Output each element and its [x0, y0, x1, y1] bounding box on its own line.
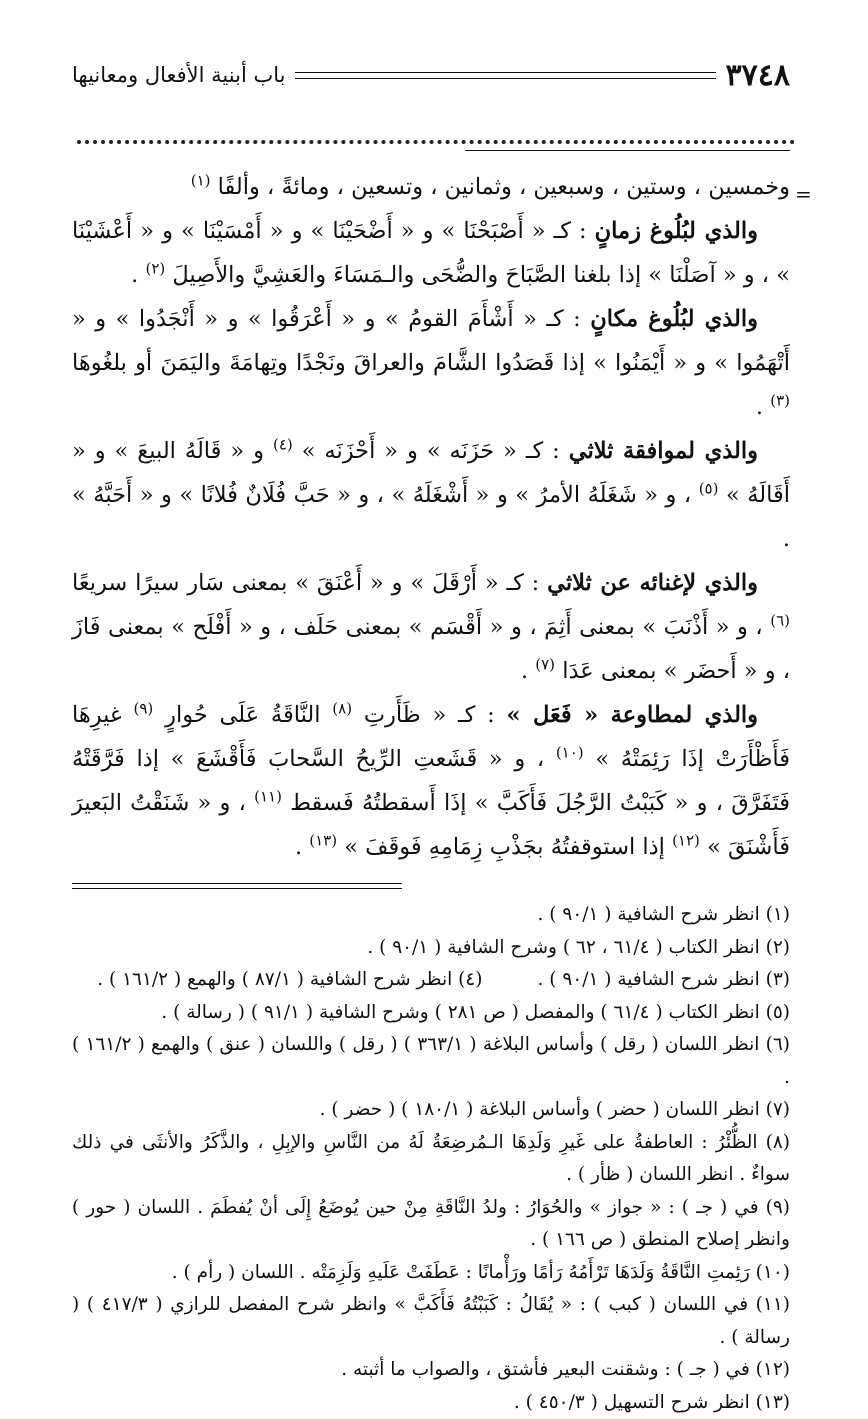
paragraph-agreement: والذي لموافقة ثلاثي : كـ « حَزَنَه » و « أَحْزَنَه » $^{(٤)}$ و « قَالَهُ البيعَ » و « أَقَالَهُ » $^{(٥)}$ ، و « شَغَلَهُ الأمرُ » و « أَشْغَلَهُ » ، و « حَبَّ فُلَانٌ فُلانًا » و « أَحَبَّهُ » .: [72, 429, 790, 561]
paragraph-lead: والذي لإغنائه عن ثلاثي: [547, 570, 758, 596]
footnote-4: (٤) انظر شرح الشافية ( ٨٧/١ ) والهمع ( ١٦١/٢ ) .: [97, 964, 482, 997]
main-text: [72, 165, 790, 869]
footnote-12: (١٢) في ( جـ ) : وشقنت البعير فأشتق ، والصواب ما أثبته .: [72, 1354, 790, 1387]
paragraph-lead: والذي لمطاوعة « فَعَل »: [506, 702, 758, 728]
footnote-11: (١١) في اللسان ( كبب ) : « يُقَالُ : كَبَبْتُهُ فَأَكَبَّ » وانظر شرح المفصل للرازي ( ٤١٧/٣ ) ( رسالة ) .: [72, 1289, 790, 1354]
footnote-row-3-4: [72, 964, 790, 997]
paragraph-lead: والذي لموافقة ثلاثي: [569, 438, 758, 464]
page-number: ٣٧٤٨: [726, 58, 790, 93]
running-header: [72, 52, 790, 98]
footnote-ref: (٢): [145, 260, 165, 278]
continuation-mark: =: [795, 182, 812, 206]
dotted-separator: [77, 140, 795, 144]
footnote-8: (٨) الظُّئْرُ : العاطفةُ على غَيرِ وَلَدِهَا الـمُرضِعَةُ لَهُ من النَّاسِ والإبِلِ ، والذَّكَرُ والأنثَى في ذلك سواءٌ . انظر اللسان ( ظأر ) .: [72, 1127, 790, 1192]
footnote-2: (٢) انظر الكتاب ( ٦١/٤ ، ٦٢ ) وشرح الشافية ( ٩٠/١ ) .: [72, 932, 790, 965]
footnote-5: (٥) انظر الكتاب ( ٦١/٤ ) والمفصل ( ص ٢٨١ ) وشرح الشافية ( ٩١/١ ) ( رسالة ) .: [72, 997, 790, 1030]
paragraph-compliance: والذي لمطاوعة « فَعَل » : كـ « ظَأَرتِ $^{(٨)}$ النَّاقَةُ عَلَى حُوارٍ $^{(٩)}$ غيرِهَا فَأَظْأَرَتْ إذَا رَئِمَتْهُ » $^{(١٠)}$ ، و « قَشَعتِ الرِّيحُ السَّحابَ فَأَقْشَعَ » إذا فَرَّقَتْهُ فَتَفَرَّقَ ، و « كَبَبْتُ الرَّجُلَ فَأَكَبَّ » إذَا أَسقطتُهُ فَسقط $^{(١١)}$ ، و « شَنَقْتُ البَعيرَ فَأَشْنَقَ » $^{(١٢)}$ إذا استوقفتُهُ بجَذْبِ زِمَامِهِ فَوقَفَ » $^{(١٣)}$ .: [72, 693, 790, 869]
paragraph-time: والذي لبُلُوغ زمانٍ : كـ « أَصْبَحْنَا » و « أَضْحَيْنَا » و « أَمْسَيْنَا » و « أَعْشَيْنَا » ، و « آصَلْنَا » إذا بلغنا الصَّبَاحَ والضُّحَى والـمَسَاءَ والعَشِيَّ والأَصِيلَ $^{(٢)}$ .: [72, 209, 790, 297]
paragraph-0: وخمسين ، وستين ، وسبعين ، وثمانين ، وتسعين ، ومائةً ، وألفًا $^{(١)}$: [72, 165, 790, 209]
footnote-ref: (١٢): [672, 832, 700, 850]
footnote-10: (١٠) رَئِمتِ النَّاقَةُ وَلَدَهَا تَرْأَمُهُ رَأمًا ورَأْمانًا : عَطَفَتْ عَلَيهِ وَلَزِمَتْه . اللسان ( رأم ) .: [72, 1257, 790, 1290]
footnote-9: (٩) في ( جـ ) : « جواز » والحُوَارُ : ولدُ النَّاقَةِ مِنْ حين يُوضَعُ إِلَى أنْ يُفطَمَ . اللسان ( حور ) وانظر إصلاح المنطق ( ص ١٦٦ ) .: [72, 1192, 790, 1257]
footnote-ref: (٣): [770, 392, 790, 410]
paragraph-replacement: والذي لإغنائه عن ثلاثي : كـ « أَرْقَلَ » و « أَعْنَقَ » بمعنى سَار سيرًا سريعًا $^{(٦)}$ ، و « أَذْنَبَ » بمعنى أَثِمَ ، و « أَقْسَم » بمعنى حَلَف ، و « أَفْلَح » بمعنى فَازَ ، و « أَحضَر » بمعنى عَدَا $^{(٧)}$ .: [72, 561, 790, 693]
header-double-rule: [295, 72, 715, 79]
footnotes: [72, 899, 790, 1419]
footnote-ref: (٧): [535, 656, 555, 674]
footnote-7: (٧) انظر اللسان ( حضر ) وأساس البلاغة ( ١٨٠/١ ) ( حضر ) .: [72, 1094, 790, 1127]
footnote-1: (١) انظر شرح الشافية ( ٩٠/١ ) .: [72, 899, 790, 932]
footnote-ref: (٤): [273, 436, 293, 454]
footnote-3: (٣) انظر شرح الشافية ( ٩٠/١ ) .: [538, 964, 791, 997]
running-title: باب أبنية الأفعال ومعانيها: [72, 63, 285, 87]
footnote-ref: (٩): [134, 700, 154, 718]
footnote-13: (١٣) انظر شرح التسهيل ( ٤٥٠/٣ ) .: [72, 1387, 790, 1419]
footnote-ref: (١٣): [309, 832, 337, 850]
footnote-6: (٦) انظر اللسان ( رقل ) وأساس البلاغة ( ٣٦٣/١ ) ( رقل ) واللسان ( عنق ) والهمع ( ١٦١/٢ ) .: [72, 1029, 790, 1094]
footnote-ref: (٥): [699, 480, 719, 498]
footnote-ref: (١): [191, 172, 211, 190]
footnote-ref: (٦): [770, 612, 790, 630]
paragraph-lead: والذي لبُلُوغ زمانٍ: [595, 218, 758, 244]
footnote-ref: (١٠): [556, 744, 584, 762]
footnote-separator: [72, 883, 402, 889]
footnote-ref: (١١): [254, 788, 282, 806]
paragraph-lead: والذي لبُلُوغ مكانٍ: [590, 306, 758, 332]
paragraph-place: والذي لبُلُوغ مكانٍ : كـ « أَشْأَمَ القومُ » و « أَعْرَقُوا » و « أَنْجَدُوا » و « أَتْهَمُوا » و « أَيْمَنُوا » إذا قَصَدُوا الشَّامَ والعراقَ ونَجْدًا وتِهامَةَ واليَمَنَ أو بلغُوهَا $^{(٣)}$ .: [72, 297, 790, 429]
footnote-ref: (٨): [332, 700, 352, 718]
continuation-rule: [465, 150, 790, 151]
